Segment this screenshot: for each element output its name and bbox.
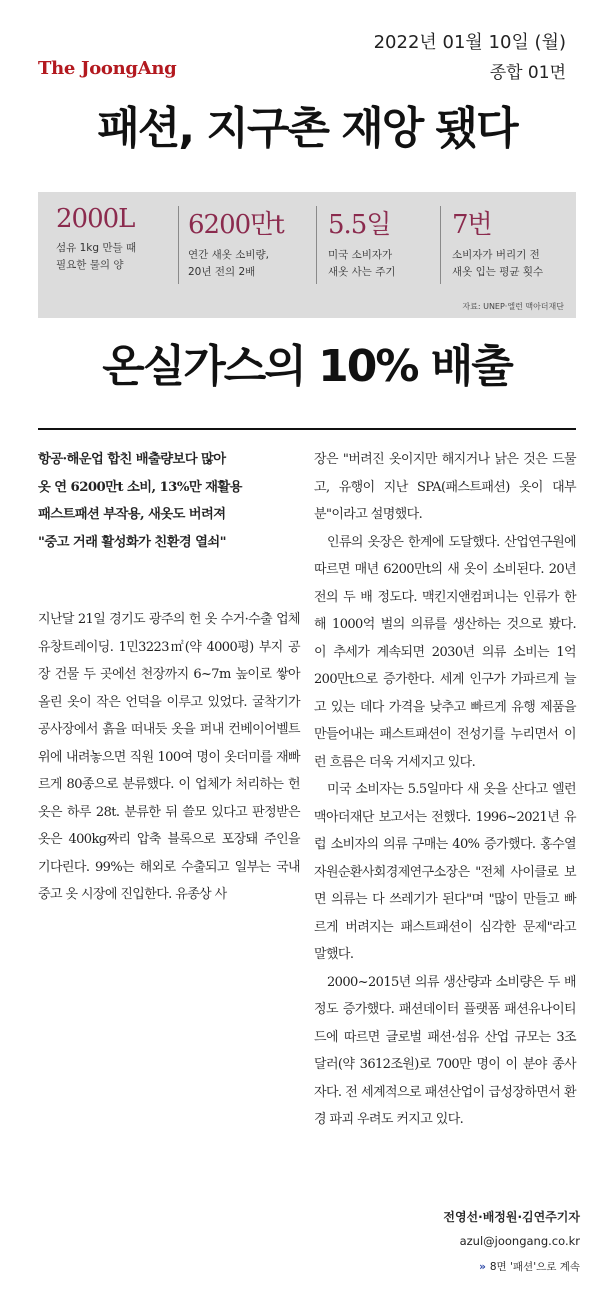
deck-line: 항공·해운업 합친 배출량보다 많아 (38, 452, 226, 467)
article-body-right (314, 446, 576, 1134)
stat-description: 소비자가 버리기 전 새옷 입는 평균 횟수 (452, 249, 544, 278)
stat-description: 미국 소비자가 새옷 사는 주기 (328, 249, 396, 278)
stat-item (452, 204, 570, 296)
deck-line: 패스트패션 부작용, 새옷도 버려져 (38, 507, 226, 522)
body-paragraph: 인류의 옷장은 한계에 도달했다. 산업연구원에 따르면 매년 6200만t의 새 옷이 소비된다. 20년 전의 두 배 정도다. 맥킨지앤컴퍼니는 인류가 한 해 1000억 벌의 의류를 생산하는 것으로 봤다. 이 추세가 계속되면 2030년 의류 소비는 1억 200만t으로 증가한다. 세계 인구가 가파르게 늘고 있는 데다 가격을 낮추고 빠르게 유행 제품을 만들어내는 패스트패션이 전성기를 누리면서 이런 흐름은 더욱 거세지고 있다. (314, 534, 576, 770)
double-chevron-right-icon: » (479, 1261, 486, 1273)
article-body-left (38, 606, 300, 909)
publication-date: 2022년 01월 10일 (월) (373, 32, 566, 53)
deck-line: "중고 거래 활성화가 친환경 열쇠" (38, 534, 226, 550)
stat-value: 6200만t (188, 210, 284, 240)
stat-value: 7번 (452, 210, 492, 240)
stat-divider (178, 206, 179, 284)
article-deck (38, 446, 300, 556)
reporter-email[interactable]: azul@joongang.co.kr (459, 1234, 580, 1248)
stats-source: 자료: UNEP·엘런 맥아더재단 (462, 302, 564, 311)
continued-text: 8면 '패션'으로 계속 (489, 1261, 580, 1273)
stat-value: 2000L (56, 204, 135, 234)
stats-box (38, 192, 576, 318)
stat-item (328, 204, 438, 296)
stat-value: 5.5일 (328, 210, 391, 240)
body-paragraph: 장은 "버려진 옷이지만 해지거나 낡은 것은 드물고, 유행이 지난 SPA(패스트패션) 옷이 대부분"이라고 설명했다. (314, 452, 576, 522)
stat-item (56, 204, 168, 296)
stat-item (188, 204, 306, 296)
deck-line: 옷 연 6200만t 소비, 13%만 재활용 (38, 479, 242, 495)
byline: 전영선·배정원·김연주기자 (443, 1210, 580, 1224)
main-headline: 패션, 지구촌 재앙 됐다 (97, 103, 517, 154)
body-paragraph: 미국 소비자는 5.5일마다 새 옷을 산다고 엘런 맥아더재단 보고서는 전했다. 1996~2021년 유럽 소비자의 의류 구매는 40% 증가했다. 홍수열 자원순환사회경제연구소장은 "전체 사이클로 보면 의류는 다 쓰레기가 된다"며 "많이 만들고 빠르게 버려지는 패스트패션이 심각한 문제"라고 말했다. (314, 782, 576, 962)
sub-headline: 온실가스의 10% 배출 (102, 341, 512, 392)
stat-description: 섬유 1kg 만들 때 필요한 물의 양 (56, 242, 137, 271)
body-paragraph: 지난달 21일 경기도 광주의 헌 옷 수거·수출 업체 유창트레이딩. 1민3223㎡(약 4000평) 부지 공장 건물 두 곳에선 천장까지 6~7m 높이로 쌓아올린 옷이 작은 언덕을 이루고 있었다. 굴착기가 공사장에서 흙을 떠내듯 옷을 퍼내 컨베이어벨트 위에 내려놓으면 직원 100여 명이 옷더미를 재빠르게 80종으로 분류했다. 이 업체가 처리하는 헌 옷은 하루 28t. 분류한 뒤 쓸모 있다고 판정받은 옷은 400kg짜리 압축 블록으로 포장돼 주인을 기다린다. 99%는 해외로 수출되고 일부는 국내 중고 옷 시장에 진입한다. 유종상 사 (38, 612, 300, 902)
newspaper-logo: The JoongAng (38, 58, 177, 79)
body-paragraph: 2000~2015년 의류 생산량과 소비량은 두 배 정도 증가했다. 패션데이터 플랫폼 패션유나이티드에 따르면 글로벌 패션·섬유 산업 규모는 3조 달러(약 3612조원)로 700만 명이 이 분야 종사자다. 전 세계적으로 패션산업이 급성장하면서 환경 파괴 우려도 커지고 있다. (314, 974, 576, 1127)
page-section: 종합 01면 (489, 63, 566, 83)
stat-description: 연간 새옷 소비량, 20년 전의 2배 (188, 249, 270, 278)
stat-divider (440, 206, 441, 284)
divider-rule (38, 428, 576, 430)
stat-divider (316, 206, 317, 284)
continued-link[interactable] (479, 1259, 580, 1274)
